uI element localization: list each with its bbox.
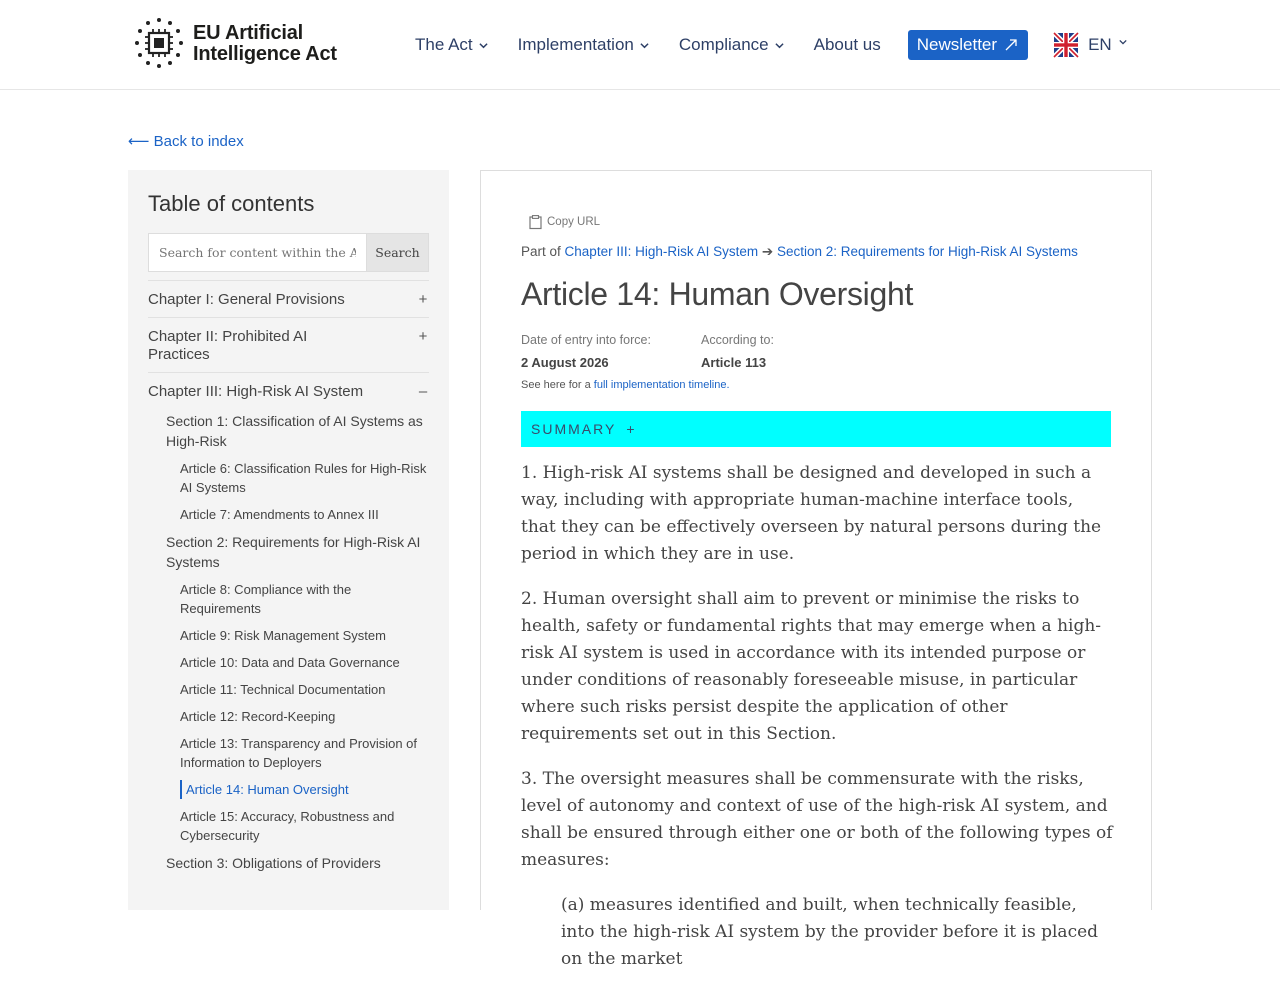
chevron-down-icon	[1119, 38, 1127, 46]
uk-flag-icon	[1054, 33, 1078, 57]
newsletter-label: Newsletter	[916, 35, 998, 54]
external-link-icon	[1003, 37, 1019, 53]
according-to-label: According to:	[701, 333, 774, 347]
expand-icon[interactable]: +	[418, 291, 428, 308]
timeline-prefix: See here for a	[521, 379, 591, 391]
summary-label: SUMMARY	[531, 421, 617, 437]
page-title: Article 14: Human Oversight	[521, 276, 914, 312]
toc-article-9[interactable]: Article 9: Risk Management System	[180, 628, 386, 643]
collapse-icon[interactable]: –	[418, 383, 428, 400]
breadcrumb	[521, 244, 1078, 260]
nav-compliance[interactable]	[679, 30, 784, 60]
copy-url-button[interactable]	[529, 215, 600, 229]
article-paragraph-2: 2. Human oversight shall aim to prevent or minimise the risks to health, safety or fundamental rights that may emerge when a high-risk AI system is used in accordance with its intended purpose or under conditions of reasonably foreseeable misuse, in particular where such risks persist despite the application of other requirements set out in this Section.	[521, 589, 1102, 744]
language-label: EN	[1088, 35, 1112, 54]
toc-chapter-2[interactable]	[148, 317, 429, 372]
toc-section-1[interactable]: Section 1: Classification of AI Systems as High-Risk	[166, 413, 423, 449]
summary-toggle[interactable]	[521, 411, 1111, 447]
toc-article-15[interactable]: Article 15: Accuracy, Robustness and Cybersecurity	[180, 809, 395, 843]
nav-the-act-label: The Act	[415, 35, 473, 54]
toc-article-10[interactable]: Article 10: Data and Data Governance	[180, 655, 400, 670]
nav-about-us-label: About us	[813, 35, 881, 54]
nav-implementation[interactable]	[518, 30, 649, 60]
nav-the-act[interactable]	[415, 30, 488, 60]
toc-search-input[interactable]	[148, 233, 366, 272]
toc-article-13[interactable]: Article 13: Transparency and Provision of Information to Deployers	[180, 736, 418, 770]
toc-search-button[interactable]: Search	[366, 233, 429, 272]
chevron-down-icon	[479, 41, 488, 50]
toc-section-3[interactable]: Section 3: Obligations of Providers	[166, 855, 381, 871]
toc-article-11[interactable]: Article 11: Technical Documentation	[180, 682, 386, 697]
main-nav	[415, 30, 1127, 60]
toc-article-8[interactable]: Article 8: Compliance with the Requirements	[180, 582, 352, 616]
table-of-contents	[128, 170, 449, 910]
toc-article-7[interactable]: Article 7: Amendments to Annex III	[180, 507, 379, 522]
breadcrumb-chapter-link[interactable]: Chapter III: High-Risk AI System	[564, 244, 759, 259]
timeline-note	[521, 379, 730, 391]
nav-implementation-label: Implementation	[517, 35, 634, 54]
breadcrumb-prefix: Part of	[521, 244, 561, 259]
nav-about-us[interactable]	[814, 30, 881, 60]
entry-date-label: Date of entry into force:	[521, 333, 651, 347]
newsletter-button[interactable]	[908, 30, 1028, 60]
article-paragraph-3: 3. The oversight measures shall be commensurate with the risks, level of autonomy and context of use of the high-risk AI system, and shall be ensured through either one or both of the following types of measures:	[521, 769, 1113, 870]
breadcrumb-section-link[interactable]: Section 2: Requirements for High-Risk AI Systems	[776, 244, 1078, 259]
entry-date-value: 2 August 2026	[521, 355, 609, 370]
toc-chapter-1[interactable]	[148, 280, 429, 317]
logo-text	[193, 23, 337, 65]
article-body	[521, 460, 1113, 991]
expand-icon[interactable]: +	[418, 328, 428, 345]
site-logo[interactable]	[132, 16, 337, 72]
logo-line-1: EU Artificial	[193, 22, 304, 44]
logo-line-2: Intelligence Act	[193, 43, 337, 65]
toc-chapter-label: Chapter I: General Provisions	[148, 291, 345, 308]
chevron-down-icon	[640, 41, 649, 50]
site-header	[0, 0, 1280, 90]
toc-article-12[interactable]: Article 12: Record-Keeping	[180, 709, 336, 724]
toc-section-2[interactable]: Section 2: Requirements for High-Risk AI Systems	[166, 534, 421, 570]
nav-compliance-label: Compliance	[678, 35, 769, 54]
toc-article-14-active[interactable]	[148, 780, 429, 799]
copy-url-label: Copy URL	[547, 216, 601, 228]
toc-chapter-3[interactable]	[148, 372, 429, 409]
eu-chip-logo-icon	[132, 16, 186, 72]
toc-title: Table of contents	[148, 191, 315, 216]
toc-chapter-label: Chapter II: Prohibited AI Practices	[148, 328, 308, 363]
plus-icon: +	[626, 421, 635, 437]
breadcrumb-arrow-icon: ➔	[761, 244, 774, 259]
timeline-link[interactable]: full implementation timeline.	[593, 379, 730, 391]
toc-search	[148, 233, 429, 272]
article-card	[480, 170, 1152, 969]
chevron-down-icon	[775, 41, 784, 50]
article-paragraph-1: 1. High-risk AI systems shall be designed and developed in such a way, including with appropriate human-machine interface tools, that they can be effectively overseen by natural persons during the period in which they are in use.	[521, 463, 1102, 564]
clipboard-icon	[529, 215, 542, 229]
toc-article-14-label: Article 14: Human Oversight	[180, 780, 349, 799]
toc-chapter-label: Chapter III: High-Risk AI System	[148, 383, 364, 400]
toc-article-6[interactable]: Article 6: Classification Rules for High-Risk AI Systems	[180, 461, 427, 495]
according-to-value: Article 113	[701, 355, 767, 370]
article-paragraph-3a: (a) measures identified and built, when technically feasible, into the high-risk AI system by the provider before it is placed on the market	[561, 895, 1099, 969]
back-to-index-link[interactable]: ⟵ Back to index	[128, 133, 244, 150]
language-selector[interactable]	[1054, 33, 1127, 57]
